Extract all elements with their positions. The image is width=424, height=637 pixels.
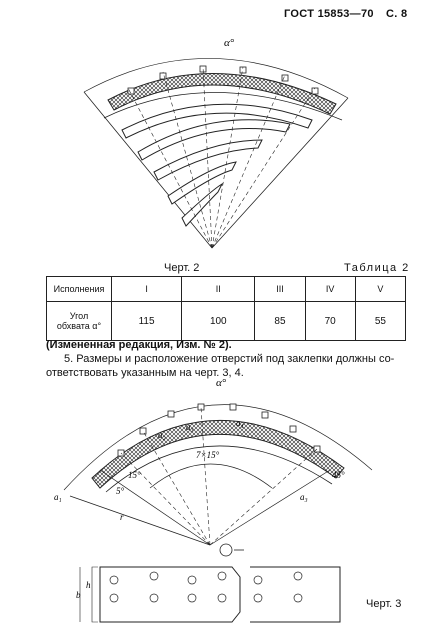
drawing-3 xyxy=(0,373,424,637)
label-radius: r xyxy=(120,512,124,522)
label-a3-top: a₃ xyxy=(186,422,194,432)
table-cell: 55 xyxy=(355,302,405,341)
label-b: b xyxy=(76,590,81,600)
table-col-3: III xyxy=(255,277,305,302)
label-a4: a₄ xyxy=(236,418,244,428)
table-cell: 85 xyxy=(255,302,305,341)
table-cell: 70 xyxy=(305,302,355,341)
table-2 xyxy=(46,276,406,341)
paragraph-line-2: ответствовать указанным на черт. 3, 4. xyxy=(46,367,244,379)
page-number: С. 8 xyxy=(386,8,408,20)
table-title: Таблица 2 xyxy=(344,262,410,274)
table-col-5: V xyxy=(355,277,405,302)
label-5deg: 5° xyxy=(116,486,125,496)
paragraph-line-1: 5. Размеры и расположение отверстий под заклепки должны со- xyxy=(64,353,395,365)
row-label-line1: Угол xyxy=(69,311,89,321)
label-pitch: 7×15° xyxy=(196,450,220,460)
drawing3-caption: Черт. 3 xyxy=(366,598,402,610)
table-header-row xyxy=(47,277,406,302)
row-label-line2: обхвата α° xyxy=(56,321,102,331)
label-45deg: 45° xyxy=(332,470,345,480)
standard-number: ГОСТ 15853—70 xyxy=(284,8,374,20)
label-a3-right: a₃ xyxy=(300,492,308,502)
drawing2-caption: Черт. 2 xyxy=(164,262,200,274)
drawing-2 xyxy=(0,30,424,262)
table-col-4: IV xyxy=(305,277,355,302)
edition-note: (Измененная редакция, Изм. № 2). xyxy=(46,339,232,351)
label-a2: a₂ xyxy=(158,430,166,440)
table-row xyxy=(47,302,406,341)
label-15deg: 15° xyxy=(128,470,141,480)
table-col-header-label: Исполнения xyxy=(47,277,112,302)
label-h: h xyxy=(86,580,91,590)
table-col-2: II xyxy=(182,277,255,302)
table-cell: 100 xyxy=(182,302,255,341)
table-row-label xyxy=(47,302,112,341)
drawing3-angle-label: α° xyxy=(216,377,227,389)
table-cell: 115 xyxy=(112,302,182,341)
table-col-1: I xyxy=(112,277,182,302)
drawing2-angle-label: α° xyxy=(224,37,235,49)
label-a1: a₁ xyxy=(54,492,62,502)
page-header xyxy=(0,0,424,30)
